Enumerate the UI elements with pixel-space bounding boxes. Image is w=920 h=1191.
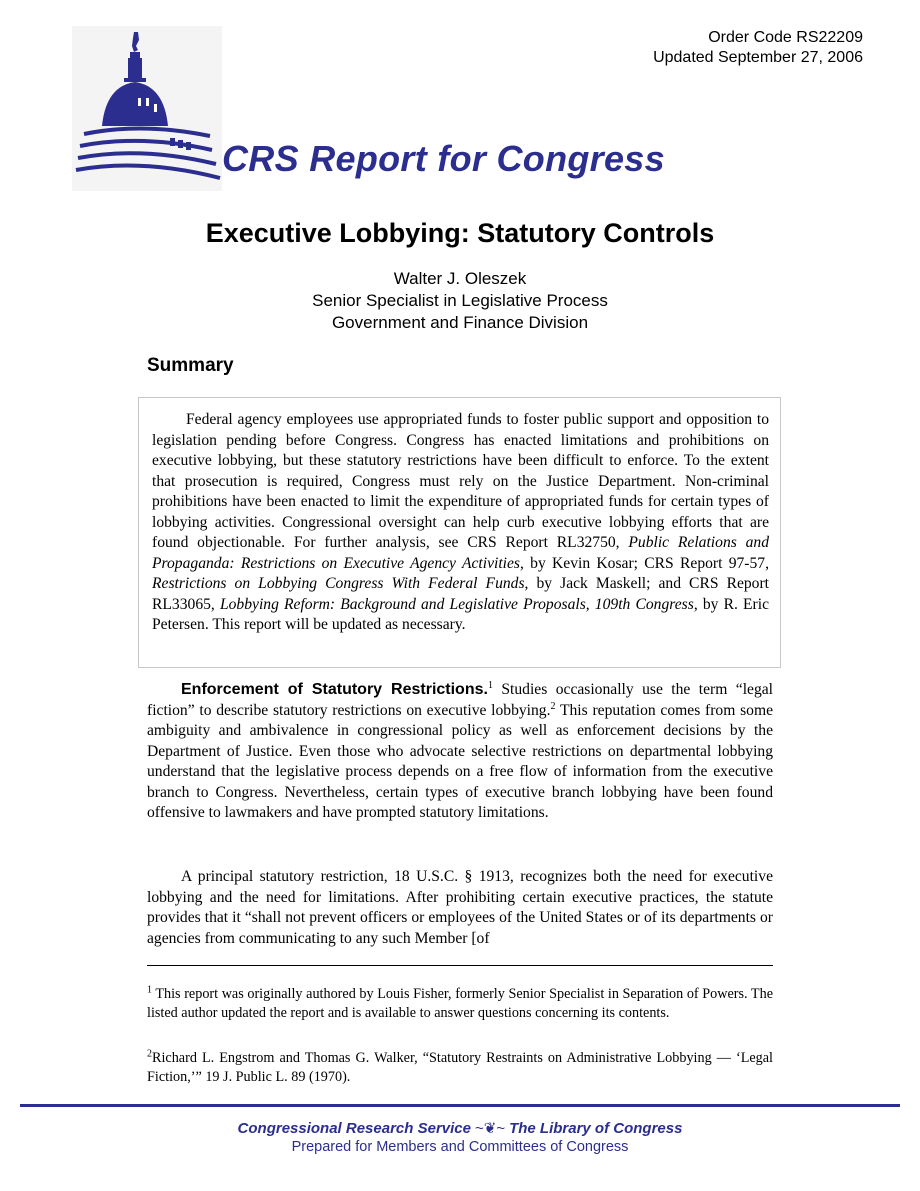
footnote-text: This report was originally authored by Louis Fisher, formerly Senior Specialist in Separation of Powers. The listed author updated the report and is available to answer questions concerning its contents. — [147, 986, 773, 1021]
summary-text-part: , by Jack Maskell; and CRS Report RL33065, — [152, 575, 770, 613]
summary-text-part: Federal agency employees use appropriated funds to foster public support and opposition to legislation pending before Congress. Congress has enacted limitations and prohibitions on executive lobbying, but these statutory restrictions have been difficult to enforce. To the extent that prosecution is required, Congress must rely on the Justice Department. Non-criminal prohibitions have been enacted to limit the expenditure of appropriated funds for certain types of lobbying activities. Congressional oversight can help curb executive lobbying efforts that are found objectionable. For further analysis, see CRS Report RL32750, — [152, 411, 769, 551]
order-code-block — [653, 28, 863, 68]
updated-date: Updated September 27, 2006 — [653, 49, 863, 66]
footer-loc: The Library of Congress — [509, 1120, 683, 1137]
footer-publisher — [0, 1119, 920, 1137]
brand-title: CRS Report for Congress — [222, 138, 665, 179]
footnote-number: 1 — [147, 984, 152, 996]
summary-text-part: , by Kevin Kosar; CRS Report 97-57, — [519, 554, 769, 572]
footer-crs: Congressional Research Service — [237, 1120, 471, 1137]
body-paragraph: A principal statutory restriction, 18 U.S.C. § 1913, recognizes both the need for executive lobbying and the need for limitations. After prohibiting certain executive practices, the statute provides that it “shall not prevent officers or employees of the United States or of its departments or agencies from communicating to any such Member [of — [147, 868, 773, 947]
summary-report-title: Lobbying Reform: Background and Legislative Proposals, 109th Congress — [219, 595, 694, 613]
paragraph-text: This reputation comes from some ambiguity and ambivalence in congressional policy as well as enforcement decisions by the Department of Justice. Even those who advocate selective restrictions on departmental lobbying understand that the legislative process depends on a free flow of information from the executive branch to Congress. Nevertheless, certain types of executive branch lobbying have been found offensive to lawmakers and have prompted statutory limitations. — [147, 701, 773, 821]
section-heading: Enforcement of Statutory Restrictions. — [181, 681, 488, 698]
capitol-dome-icon — [72, 26, 222, 191]
body-paragraph — [147, 680, 773, 824]
footnote-ref[interactable]: 2 — [550, 700, 556, 712]
report-title: Executive Lobbying: Statutory Controls — [205, 218, 715, 248]
footnote-ref[interactable]: 1 — [487, 679, 493, 691]
footnote — [147, 985, 773, 1023]
footnote — [147, 1049, 773, 1087]
footnote-text: Richard L. Engstrom and Thomas G. Walker, “Statutory Restraints on Administrative Lobbying — ‘Legal Fiction,’” 19 J. Public L. 89 (1970). — [147, 1050, 773, 1085]
author-position: Senior Specialist in Legislative Process — [312, 291, 608, 310]
author-block — [0, 268, 920, 334]
summary-report-title: Restrictions on Lobbying Congress With Federal Funds — [152, 575, 525, 592]
paragraph-text: Studies occasionally use the term “legal fiction” to describe statutory restrictions on executive lobbying. — [147, 681, 773, 719]
summary-text — [152, 410, 769, 636]
author-division: Government and Finance Division — [331, 313, 589, 332]
footer-divider — [20, 1104, 900, 1107]
footnote-divider — [147, 965, 773, 966]
author-name: Walter J. Oleszek — [393, 269, 527, 288]
summary-heading: Summary — [147, 355, 234, 376]
summary-text-part: , by R. Eric Petersen. This report will be updated as necessary. — [152, 595, 769, 633]
summary-report-title: Public Relations and Propaganda: Restrictions on Executive Agency Activities — [152, 534, 769, 572]
ornament-icon: ~❦~ — [474, 1120, 506, 1137]
footnote-number: 2 — [147, 1048, 152, 1060]
footer-prepared: Prepared for Members and Committees of Congress — [291, 1139, 629, 1155]
order-code: Order Code RS22209 — [708, 29, 863, 46]
